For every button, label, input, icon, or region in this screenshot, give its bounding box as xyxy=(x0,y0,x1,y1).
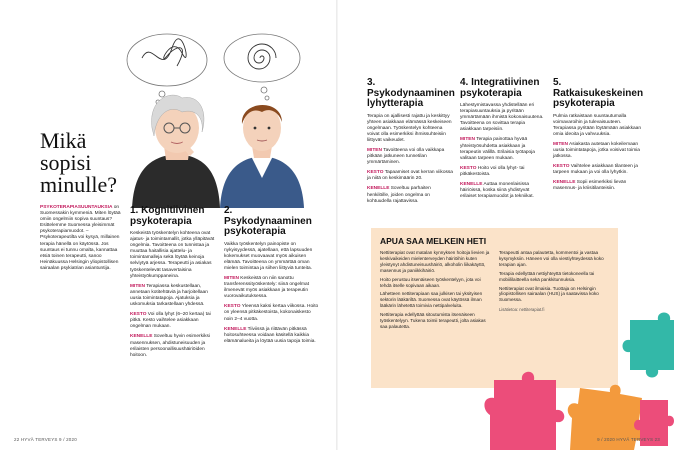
column-heading: 2. Psykodynaaminen psykoterapia xyxy=(224,205,312,237)
column-3: 3. Psykodynaaminen lyhytterapia Terapia on ajallisesti rajattu ja keskittyy yhteen asiakkaan elämässä keskeiseen ongelmaan. Työskentelyn kohteena voivat olla esimerkiksi ihmissuhteisiin liittyvät vaikeudet. MITEN Tavoitteena voi olla vaikkapa pitkään jatkuneen tunnetilan ymmärtäminen. KESTO Tapaamiset ovat kerran viikossa ja niitä on keskimäärin 20. KENELLE Soveltuu parhaiten henkilöille, joiden ongelma on kohtuudella rajattavissa. xyxy=(367,77,455,204)
spiral-icon xyxy=(248,44,276,69)
intro-lead: PSYKOTERAPIASUUNTAUKSIA xyxy=(40,205,113,210)
info-box-left-column: Nettiterapiat ovat matalan kynnyksen hoitoja lievien ja keskivaikeiden mielenterveyden häiriöihin kuten yleistynyt ahdistuneisuushäiriö, alkoholin liikakäyttö, masennus ja paniikkihäiriö. Hoito perustuu itsenäiseen työskentelyyn, jota voi tehdä itselle sopivaan aikaan. Lähetteen nettiterapiaan saa julkisen tai yksityisen sektorin lääkäriltä. Suomessa ovat käytössä ilman lääkärin lähetettä toimivia nettipalveluita. Nettiterapia edellyttää sitoutumista itsenäiseen työskentelyyn. Tukena toimii terapeutti, jolta asiakas saa palautetta. xyxy=(380,250,490,329)
column-heading: 3. Psykodynaaminen lyhytterapia xyxy=(367,77,455,109)
page-footer-right: 9 / 2020 HYVÄ TERVEYS 23 xyxy=(597,437,660,442)
column-heading: 4. Integratiivinen psykoterapia xyxy=(460,77,540,99)
scribble-icon xyxy=(142,39,186,66)
column-2: 2. Psykodynaaminen psykoterapia Vaikka työskentelyn painopiste on nykyisyydessä, ajatellaan, että lapsuuden kokemukset muovaavat myös aikuisen elämää. Tavoitteena on ymmärtää oman mielen toimintaa ja siihen liittyviä tunteita. MITEN Keskeistä on niin sanottu transferenssityöskentely: siinä ongelmat ilmenevät myös asiakkaan ja terapeutin vuorovaikutuksessa. KESTO Yleensä kaksi kertaa viikossa. Hoito on yleensä pitkäkestoista, kokonaiskesto noin 2–4 vuotta. KENELLE Tiiviissä ja riittävän pitkässä hoitosuhteessa voidaan käsitellä kaikkia elämänalueita ja löytää uusia tapoja toimia. xyxy=(224,205,319,344)
puzzle-decoration xyxy=(480,300,674,450)
column-heading: 1. Kognitiivinen psykoterapia xyxy=(130,205,205,227)
info-box-right-column: Terapeutti antaa palautetta, kommentoi ja vastaa kysymyksiin. Häneen voi olla viestiyhteydessä koko terapian ajan. Terapia edellyttää nettiyhteyttä tietokoneella tai mobiililaitteella sekä pankkitunnuksia. Nettiterapiat ovat ilmaisia. Tuottaja on Helsingin yliopistollisen sairaalan (HUS) ja saatavissa koko Suomessa. Lisätietoa: nettiterapiat.fi xyxy=(499,250,611,316)
young-man-figure xyxy=(220,105,304,208)
page-title xyxy=(40,130,117,196)
intro-body: on Suomessakin kymmeniä. Miten löytää omiin ongelmiin sopiva suuntaus? Esittelemme Suomessa yleisimmät psykoterapiamuodot. – Psykoterapeutilta voi kysyä, millainen terapia hänellä on käytössä. Jos suuntaus ei tunnu omalta, kannattaa etsiä toinen terapeutti, sanoo Heinäkuussa Helsingin yliopistollisen sairaalan psykiatrian asiantuntija. xyxy=(40,205,121,271)
right-thought-bubble xyxy=(224,34,300,82)
title-line: Mikä xyxy=(40,128,87,153)
page-fold xyxy=(336,0,338,450)
title-line: sopisi xyxy=(40,150,92,175)
teal-puzzle-icon xyxy=(623,313,674,378)
intro-text xyxy=(40,205,122,276)
two-heads-illustration xyxy=(122,28,312,208)
left-thought-bubble xyxy=(127,34,207,86)
source-note: Lisätietoa: nettiterapiat.fi xyxy=(499,307,545,313)
info-box-heading: APUA SAA MELKEIN HETI xyxy=(380,236,487,246)
title-line: minulle? xyxy=(40,172,117,197)
column-1: 1. Kognitiivinen psykoterapia Keskeistä työskentelyn kohteena ovat ajatus- ja toimintamallit, jotka ylläpitävät ongelmia. Tavoitteena on tunnistaa ja muuttaa haitallisia ajattelu- ja toimintamalleja sekä löytää keinoja selviytyä arjessa. Terapeutti ja asiakas työskentelevät tasavertaisina yhteistyökumppaneina. MITEN Terapiassa keskustellaan, annetaan kotitehtäviä ja harjoitellaan uusia toimintatapoja. Ajatuksia ja uskomuksia tarkastellaan yhdessä. KESTO Voi olla lyhyt (6–20 kertaa) tai pitkä. Kesto vaihtelee asiakkaan ongelman mukaan. KENELLE Soveltuu hyvin esimerkiksi masennuksen, ahdistuneisuuden ja erilaisten persoonallisuushäiriöiden hoitoon. xyxy=(130,206,220,363)
column-heading: 5. Ratkaisukeskeinen psykoterapia xyxy=(553,77,644,109)
older-woman-figure xyxy=(132,95,220,208)
pink-puzzle-icon xyxy=(484,372,564,450)
page-footer-left: 22 HYVÄ TERVEYS 9 / 2020 xyxy=(14,437,77,442)
column-5: 5. Ratkaisukeskeinen psykoterapia Pulmia ratkaistaan suuntautumalla voimavaroihin ja tulevaisuuteen. Terapiassa pyritään löytämään asiakkaan omia ideoita ja vahvuuksia. MITEN Asiakasta autetaan kokeilemaan uusia toimintatapoja, jotka voisivat toimia jatkossa. KESTO Vaihtelee asiakkaan tilanteen ja tarpeen mukaan ja voi olla lyhytkin. KENELLE Sopii esimerkiksi lievän masennus- ja kriisitilanteisiin. xyxy=(553,77,644,192)
column-4: 4. Integratiivinen psykoterapia Lähestymistavassa yhdistellään eri terapiasuuntauksia ja pyritään ymmärtämään ihmistä kokonaisuutena. Tavoitteena on sovittaa terapia asiakkaan tarpeisiin. MITEN Terapia painottaa hyvää yhteistyösuhdetta asiakkaan ja terapeutin välillä. Erilaisia työtapoja valitaan tarpeen mukaan. KESTO Hoito voi olla lyhyt- tai pitkäkestoista. KENELLE Auttaa monenlaisissa häiriöissä, koska siinä yhdistyvät erilaiset terapiamuodot ja tekniikat. xyxy=(460,78,546,204)
